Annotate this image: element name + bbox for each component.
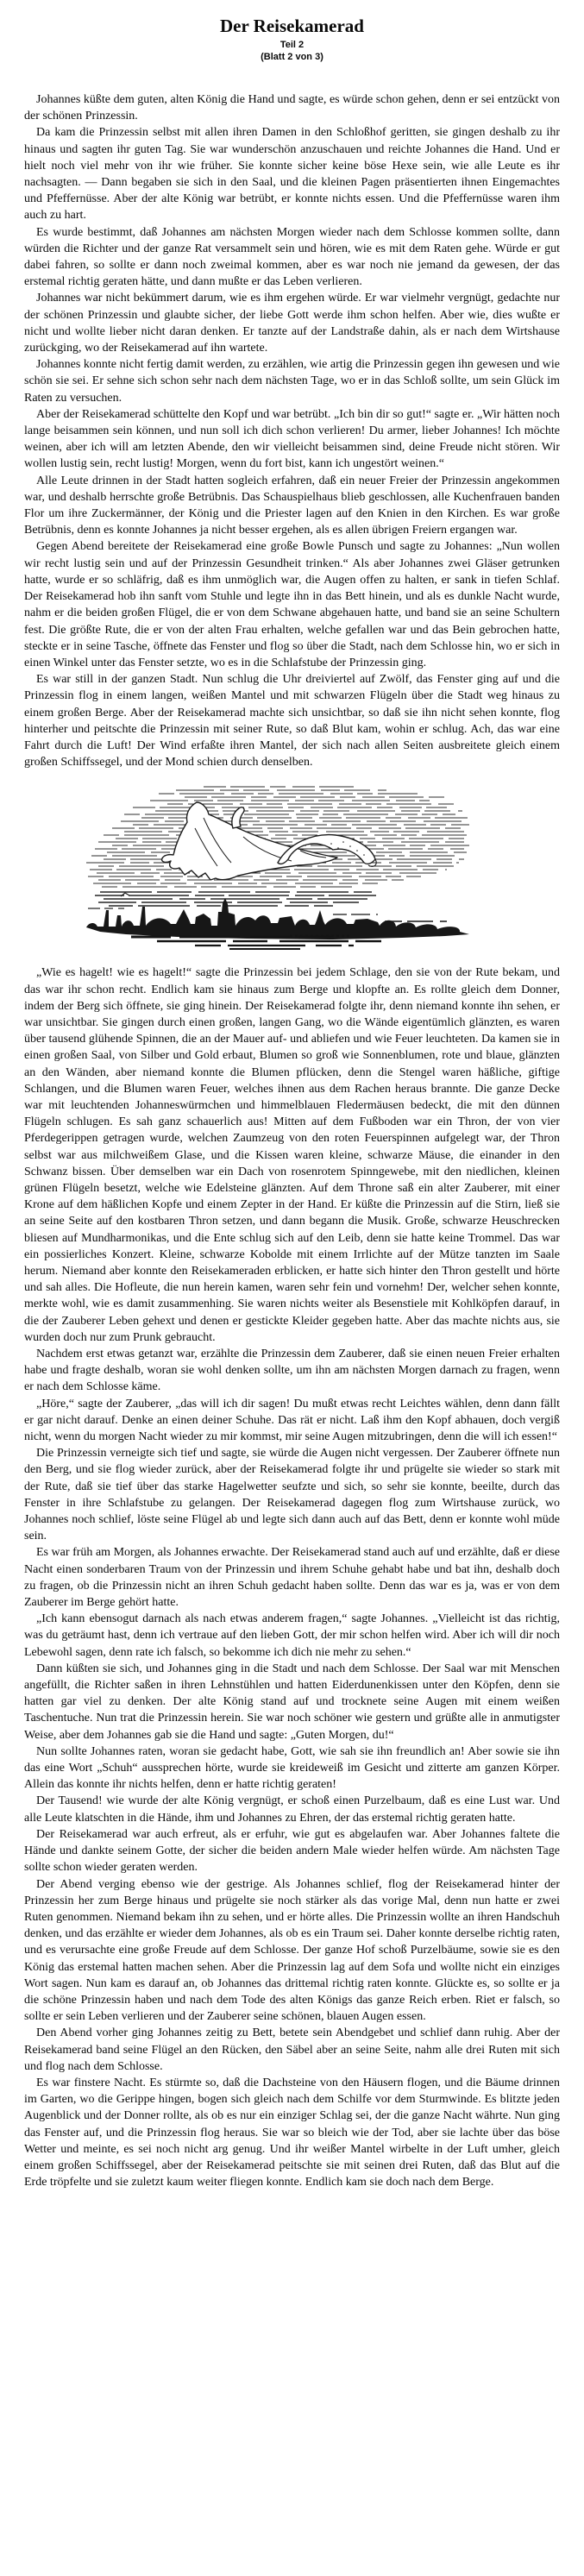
story-paragraph: Den Abend vorher ging Johannes zeitig zu Bett, betete sein Abendgebet und schlief dann ruhig. Aber der Reisekamerad band seine Flügel an den Rücken, den Säbel aber an seine Seite, nahm alle drei Ruten mit sich und flog nach dem Schlosse. [24, 2026, 560, 2073]
story-illustration [74, 783, 480, 956]
story-paragraph: Der Tausend! wie wurde der alte König vergnügt, er schoß einen Purzelbaum, daß es eine Lust war. Und alle Leute klatschten in die Hände, ihm und Johannes zu Ehren, der das erstemal richtig geraten hatte. [24, 1794, 560, 1825]
story-paragraph: Der Reisekamerad war auch erfreut, als er erfuhr, wie gut es abgelaufen war. Aber Johannes faltete die Hände und dankte seinem Gotte, der sicher die beiden andern Male wieder helfen würde. Am nächsten Tage sollte schon wieder geraten werden. [24, 1827, 560, 1875]
story-text-part1 [24, 91, 560, 770]
story-paragraph: „Ich kann ebensogut darnach als nach etwas anderem fragen,“ sagte Johannes. „Vielleicht ist das richtig, was du geträumt hast, denn ich vertraue auf den lieben Gott, der mir schon helfen wird. Aber ich will dir noch Lebewohl sagen, denn rate ich falsch, so bekomme ich dich nie mehr zu sehen.“ [24, 1612, 560, 1659]
story-paragraph: Johannes war nicht bekümmert darum, wie es ihm ergehen würde. Er war vielmehr vergnügt, gedachte nur der schönen Prinzessin und glaubte sicher, der liebe Gott werde ihm schon helfen. Aber wie, dies wußte er nicht und wollte lieber nicht daran denken. Er tanzte auf der Landstraße dahin, als er nach dem Wirtshause zurückging, wo der Reisekamerad auf ihn wartete. [24, 292, 560, 355]
story-paragraph: „Höre,“ sagte der Zauberer, „das will ich dir sagen! Du mußt etwas recht Leichtes wählen, denn dann fällt er gar nicht darauf. Denke an einen deiner Schuhe. Das rät er nicht. Laß ihm den Kopf abhauen, doch vergiß nicht, wenn du morgen Nacht wieder zu mir kommst, mir seine Augen mitzubringen, denn die will ich essen!“ [24, 1397, 560, 1444]
story-paragraph: Es war früh am Morgen, als Johannes erwachte. Der Reisekamerad stand auch auf und erzählte, daß er diese Nacht einen sonderbaren Traum von der Prinzessin und ihrem Schuhe gehabt habe und bat ihn, deshalb doch zu fragen, ob die Prinzessin nicht an ihren Schuh gedacht haben sollte. Denn das war es ja, was er von dem Zauberer im Berge gehört hatte. [24, 1546, 560, 1610]
story-paragraph: Da kam die Prinzessin selbst mit allen ihren Damen in den Schloßhof geritten, sie gingen deshalb zu ihr hinaus und sagten ihr guten Tag. Sie war wunderschön anzuschauen und reichte Johannes die Hand. Und er hielt noch viel mehr von ihr wie früher. Sie konnte sicher keine böse Hexe sein, wie alle Leute es ihr nachsagten. — Dann begaben sie sich in den Saal, und die kleinen Pagen präsentierten ihnen Eingemachtes und Pfeffernüsse. Aber der alte König war betrübt, er konnte nichts essen. Und die Pfeffernüsse waren ihm auch zu hart. [24, 126, 560, 223]
story-paragraph: Nachdem erst etwas getanzt war, erzählte die Prinzessin dem Zauberer, daß sie einen neuen Freier erhalten habe und fragte deshalb, woran sie wohl denken sollte, um ihn am nächsten Morgen darnach zu fragen, wenn er nach dem Schlosse käme. [24, 1348, 560, 1394]
story-paragraph: Johannes küßte dem guten, alten König die Hand und sagte, es würde schon gehen, denn er sei entzückt von der schönen Prinzessin. [24, 93, 560, 123]
story-paragraph: Johannes konnte nicht fertig damit werden, zu erzählen, wie artig die Prinzessin gegen ihn gewesen und wie schön sie sei. Er sehne sich schon sehr nach dem nächsten Tage, wo er in das Schloß sollte, um sein Glück im Raten zu versuchen. [24, 358, 560, 405]
princess-flying-over-town-illustration [74, 783, 480, 956]
story-paragraph: Der Abend verging ebenso wie der gestrige. Als Johannes schlief, flog der Reisekamerad hinter der Prinzessin her zum Berge hinaus und prügelte sie noch stärker als das vorige Mal, denn nun hatte er zwei Ruten genommen. Niemand bekam ihn zu sehen, und er hörte alles. Die Prinzessin wollte an ihren Handschuh denken, und das erzählte er wieder dem Johannes, als ob es ein Traum sei. Daher konnte derselbe richtig raten, und es verursachte eine große Freude auf dem Schlosse. Der ganze Hof schoß Purzelbäume, sowie sie es den König das erstemal hatten machen sehen. Aber die Prinzessin lag auf dem Sofa und wollte nicht ein einziges Wort sagen. Nun kam es darauf an, ob Johannes das drittemal richtig raten konnte. Glückte es, so sollte er ja die schöne Prinzessin haben und nach dem Tode des alten Königs das ganze Reich erben. Riet er falsch, so sollte er sein Leben verlieren und der Zauberer seine schönen, blauen Augen essen. [24, 1877, 560, 2024]
cloud-band-strokes [88, 892, 376, 908]
story-paragraph: Alle Leute drinnen in der Stadt hatten sogleich erfahren, daß ein neuer Freier der Prinzessin angekommen war, und deshalb herrschte große Betrübnis. Das Schauspielhaus blieb geschlossen, alle Kuchenfrauen banden Flor um ihre Zuckermänner, der König und die Priester lagen auf den Knien in den Kirchen. Es war große Betrübnis, denn es konnte Johannes ja nicht besser ergehen, als es allen übrigen Freiern ergangen war. [24, 474, 560, 537]
story-paragraph: Es war finstere Nacht. Es stürmte so, daß die Dachsteine von den Häusern flogen, und die Bäume drinnen im Garten, wo die Gerippe hingen, bogen sich gleich nach dem Schilfe vor dem Sturmwinde. Es blitzte jeden Augenblick und der Donner rollte, als ob es nur ein einziger Schlag sei, der die ganze Nacht währte. Nun ging das Fenster auf, und die Prinzessin flog heraus. Sie war so bleich wie der Tod, aber sie lachte über das böse Wetter und meinte, es sei noch nicht arg genug. Und ihr weißer Mantel wirbelte in der Luft umher, gleich einem großen Schiffssegel, aber der Reisekamerad peitschte sie mit seinen drei Ruten, daß das Blut auf die Erde tröpfelte und sie zuletzt kaum weiter fliegen konnte. Endlich kam sie doch nach dem Berge. [24, 2076, 560, 2190]
story-paragraph: Nun sollte Johannes raten, woran sie gedacht habe, Gott, wie sah sie ihn freundlich an! Aber sowie sie ihn das eine Wort „Schuh“ aussprechen hörte, wurde sie kreideweiß im Gesicht und zitterte am ganzen Körper. Allein das konnte ihr nichts helfen, denn er hatte richtig geraten! [24, 1744, 560, 1792]
town-silhouette [86, 898, 469, 939]
story-paragraph: Die Prinzessin verneigte sich tief und sagte, sie würde die Augen nicht vergessen. Der Zauberer öffnete nun den Berg, und sie flog wieder zurück, aber der Reisekamerad folgte ihr und prügelte sie wieder so stark mit der Rute, daß sie tief über das starke Hagelwetter seufzte und sich, so sehr sie konnte, beeilte, durch das Fenster in ihre Schlafstube zu gelangen. Der Reisekamerad dagegen flog zum Wirtshause zurück, wo Johannes noch schlief, löste seine Flügel ab und legte sich dann auch auf das Bett, denn er konnte wohl müde sein. [24, 1447, 560, 1543]
page-title: Der Reisekamerad [220, 16, 364, 36]
story-paragraph: Es wurde bestimmt, daß Johannes am nächsten Morgen wieder nach dem Schlosse kommen sollte, dann würden die Richter und der ganze Rat versammelt sein und hören, wie es mit dem Raten gehe. Würde er gut dabei fahren, so sollte er dann noch zweimal kommen, aber es war noch nie jemand da gewesen, der das erstemal richtig geraten hätte, und dann mußte er das Leben verlieren. [24, 225, 560, 289]
story-paragraph: Aber der Reisekamerad schüttelte den Kopf und war betrübt. „Ich bin dir so gut!“ sagte er. „Wir hätten noch lange beisammen sein können, und nun soll ich dich schon verlieren! Du armer, lieber Johannes! Ich möchte weinen, aber ich will am letzten Abende, den wir vielleicht beisammen sind, deine Freude nicht stören. Wir wollen lustig sein, recht lustig! Morgen, wenn du fort bist, kann ich ungestört weinen.“ [24, 407, 560, 471]
story-paragraph: Gegen Abend bereitete der Reisekamerad eine große Bowle Punsch und sagte zu Johannes: „Nun wollen wir recht lustig sein und auf der Prinzessin Gesundheit trinken.“ Als aber Johannes zwei Gläser getrunken hatte, wurde er so schläfrig, daß es ihm unmöglich war, die Augen offen zu halten, er sank in tiefen Schlaf. Der Reisekamerad hob ihn sanft vom Stuhle und legte ihn in das Bett hinein, und als es dunkle Nacht wurde, nahm er die beiden großen Flügel, die er von dem Schwane abgehauen hatte, und band sie an seine Schultern fest. Die größte Rute, die er von der alten Frau erhalten, welche gefallen war und das Bein gebrochen hatte, steckte er in seine Tasche, öffnete das Fenster und flog so über die Stadt, nach dem Schlosse hin, wo er sich in einen Winkel unter das Fenster setzte, wo es in die Schlafstube der Prinzessin ging. [24, 540, 560, 669]
story-paragraph: Dann küßten sie sich, und Johannes ging in die Stadt und nach dem Schlosse. Der Saal war mit Menschen angefüllt, die Richter saßen in ihren Lehnstühlen und hatten Eiderdunenkissen unter den Köpfen, denn sie hatten gar viel zu denken. Der alte König stand auf und trocknete seine Augen mit einem weißen Taschentuche. Nun trat die Prinzessin herein. Sie war noch schöner wie gestern und grüßte alle in anmutigster Weise, aber dem Johannes gab sie die Hand und sagte: „Guten Morgen, du!“ [24, 1662, 560, 1742]
bird-mark [121, 893, 129, 896]
story-paragraph: „Wie es hagelt! wie es hagelt!“ sagte die Prinzessin bei jedem Schlage, den sie von der Rute bekam, und das war ihr schon recht. Endlich kam sie hinaus zum Berge und klopfte an. Es rollte gleich dem Donner, indem der Berg sich öffnete, sie ging hinein. Der Reisekamerad folgte ihr, denn niemand konnte ihn sehen, er war unsichtbar. Sie gingen durch einen großen, langen Gang, wo die Wände eigentümlich glänzten, es waren über tausend glühende Spinnen, die an der Mauer auf- und abliefen und wie Feuer leuchteten. Da kamen sie in einen großen Saal, von Silber und Gold erbaut, Blumen so groß wie Sonnenblumen, rote und blaue, glänzten an den Wänden, aber niemand konnte die Blumen pflücken, denn die Stengel waren häßliche, giftige Schlangen, und die Blumen waren Feuer, welches ihnen aus dem Rachen heraus brannte. Die ganze Decke war mit leuchtenden Johanneswürmchen und himmelblauen Fledermäusen bedeckt, die mit den dünnen Flügeln schlugen. Es sah ganz schauerlich aus! Mitten auf dem Fußboden war ein Thron, der von vier Pferdegerippen getragen wurde, welchen Zaumzeug von den roten Feuerspinnen aufgelegt war, der Thron selbst war aus milchweißem Glase, und die Kissen waren kleine, schwarze Mäuse, die einander in den Schwanz bissen. Über demselben war ein Dach von rosenrotem Spinngewebe, mit den niedlichen, kleinen grünen Flügeln besetzt, welche wie Edelsteine glänzten. Auf dem Throne saß ein alter Zauberer, mit einer Krone auf dem häßlichen Kopfe und einem Zepter in der Hand. Er küßte die Prinzessin auf die Stirn, ließ sie an seine Seite auf den kostbaren Thron setzen, und dann begann die Musik. Große, schwarze Heuschrecken bliesen auf Mundharmonikas, und die Ente schlug sich auf den Leib, denn sie hatte keine Trommel. Das war ein possierliches Konzert. Kleine, schwarze Kobolde mit einem Irrlichte auf der Mütze tanzten im Saale herum. Niemand aber konnte den Reisekameraden erblicken, er hatte sich hinter den Thron gestellt und hörte und sah alles. Die Hofleute, die nun herein kamen, waren sehr fein und vornehm! Der, welcher sehen konnte, merkte wohl, wie es damit zusammenhing. Sie waren nichts weiter als Besenstiele mit Kohlköpfen darauf, in die der Zauberer Leben gehext und denen er gestickte Kleider gegeben hatte. Aber das machte nichts aus, sie wurden doch nur zum Prunk gebraucht. [24, 966, 560, 1344]
sky-hatching-strokes [86, 787, 471, 887]
story-text-part2 [24, 964, 560, 2190]
part-label: Teil 2 [279, 40, 305, 50]
sheet-label: (Blatt 2 von 3) [261, 52, 323, 62]
story-paragraph: Es war still in der ganzen Stadt. Nun schlug die Uhr dreiviertel auf Zwölf, das Fenster ging auf und die Prinzessin flog in einem langen, weißen Mantel und mit schwarzen Flügeln über die Stadt weg hinaus zu einem großen Berge. Aber der Reisekamerad machte sich unsichtbar, so daß sie ihn nicht sehen konnte, flog hinterher und peitschte die Prinzessin mit seiner Rute, so daß Blut kam, wohin er schlug. Ach, das war eine Fahrt durch die Luft! Der Wind erfaßte ihren Mantel, der sich nach allen Seiten ausbreitete gleich einem großen Schiffssegel, und der Mond schien durch denselben. [24, 673, 560, 770]
